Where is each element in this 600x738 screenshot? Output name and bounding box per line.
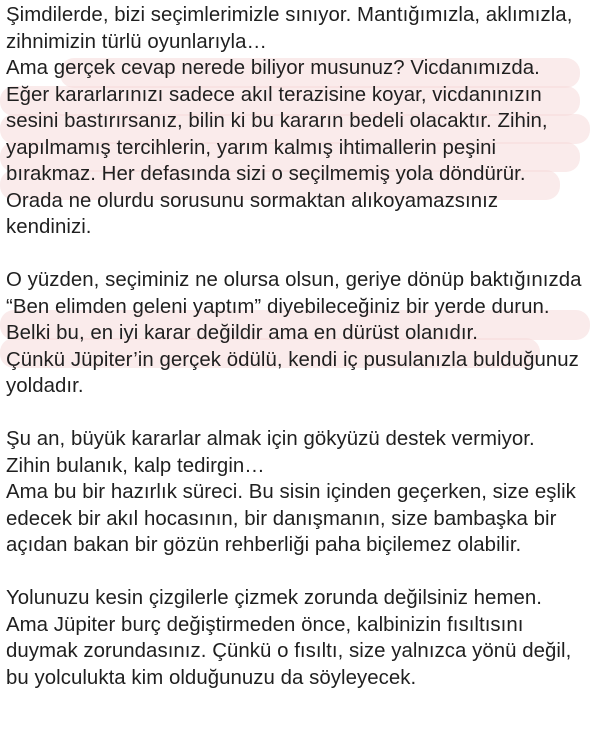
text-line: Yolunuzu kesin çizgilerle çizmek zorunda değilsiniz hemen. bbox=[6, 587, 542, 609]
text-line: Eğer kararlarınızı sadece akıl terazisine koyar, vicdanınızın bbox=[6, 83, 542, 106]
paragraph-4 bbox=[0, 585, 600, 691]
paragraph-3 bbox=[0, 426, 600, 559]
text-line: Zihin bulanık, kalp tedirgin… bbox=[6, 454, 265, 477]
text-line: açıdan bakan bir gözün rehberliği paha biçilemez olabilir. bbox=[6, 534, 522, 556]
text-line: “Ben elimden geleni yaptım” diyebileceğiniz bir yerde durun. bbox=[6, 295, 550, 318]
text-line: duymak zorundasınız. Çünkü o fısıltı, size yalnızca yönü değil, bbox=[6, 640, 572, 662]
text-line: yapılmamış tercihlerin, yarım kalmış ihtimallerin peşini bbox=[6, 136, 497, 159]
text-line: Ama bu bir hazırlık süreci. Bu sisin içinden geçerken, size eşlik bbox=[6, 481, 576, 503]
text-line: zihnimizin türlü oyunlarıyla… bbox=[6, 30, 267, 53]
text-line: Belki bu, en iyi karar değildir ama en dürüst olanıdır. bbox=[6, 322, 478, 344]
text-line: Ama Jüpiter burç değiştirmeden önce, kalbinizin fısıltısını bbox=[6, 613, 524, 636]
text-line: kendinizi. bbox=[6, 216, 92, 238]
text-line: Orada ne olurdu sorusunu sormaktan alıkoyamazsınız bbox=[6, 189, 499, 212]
text-line: Ama gerçek cevap nerede biliyor musunuz? Vicdanımızda. bbox=[6, 57, 540, 79]
text-line: bırakmaz. Her defasında sizi o seçilmemiş yola döndürür. bbox=[6, 163, 526, 185]
text-line: edecek bir akıl hocasının, bir danışmanın, size bambaşka bir bbox=[6, 507, 557, 530]
text-line: yoldadır. bbox=[6, 375, 84, 397]
text-line: Çünkü Jüpiter’in gerçek ödülü, kendi iç pusulanızla bulduğunuz bbox=[6, 348, 579, 371]
text-line: Şimdilerde, bizi seçimlerimizle sınıyor. Mantığımızla, aklımızla, bbox=[6, 4, 573, 26]
article-text bbox=[0, 2, 600, 718]
text-line: Şu an, büyük kararlar almak için gökyüzü destek vermiyor. bbox=[6, 428, 535, 450]
text-line: O yüzden, seçiminiz ne olursa olsun, geriye dönüp baktığınızda bbox=[6, 269, 582, 291]
text-line: bu yolculukta kim olduğunuzu da söyleyecek. bbox=[6, 666, 417, 689]
text-line: sesini bastırırsanız, bilin ki bu kararın bedeli olacaktır. Zihin, bbox=[6, 110, 548, 132]
paragraph-1 bbox=[0, 2, 600, 241]
paragraph-2 bbox=[0, 267, 600, 400]
